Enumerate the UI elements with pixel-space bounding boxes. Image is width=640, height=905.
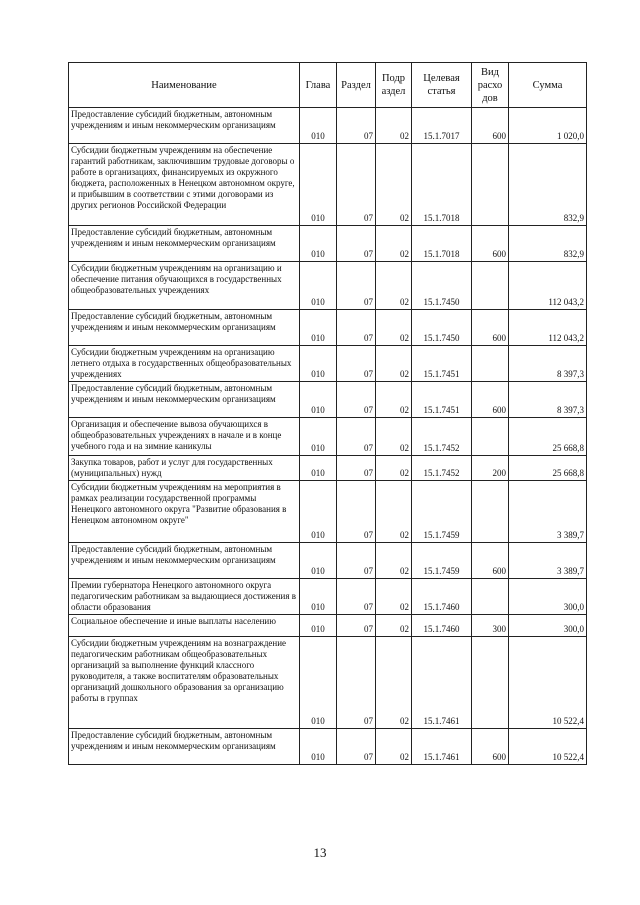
row-name: Субсидии бюджетным учреждениям на организацию и обеспечение питания обучающихся в государственных общеобразовательных учреждениях [69,262,300,310]
row-chapter: 010 [300,310,337,346]
table-row [69,456,587,481]
row-kind [472,262,509,310]
row-section: 07 [337,456,376,481]
row-section: 07 [337,382,376,418]
row-sum: 300,0 [509,579,587,615]
row-target: 15.1.7451 [412,382,472,418]
table-row [69,346,587,382]
row-section: 07 [337,418,376,456]
row-target: 15.1.7461 [412,637,472,729]
row-section: 07 [337,637,376,729]
row-name: Субсидии бюджетным учреждениям на вознаграждение педагогическим работникам общеобразовательных организаций за выполнение функций классного руководителя, а также воспитателям образовательных организаций дошкольного образования за организацию работы в группах [69,637,300,729]
row-sum: 1 020,0 [509,108,587,144]
row-sum: 112 043,2 [509,310,587,346]
table-row [69,262,587,310]
row-section: 07 [337,346,376,382]
row-chapter: 010 [300,262,337,310]
row-target: 15.1.7460 [412,579,472,615]
row-kind: 600 [472,108,509,144]
row-kind: 200 [472,456,509,481]
table-header-row [69,63,587,108]
row-target: 15.1.7450 [412,262,472,310]
row-target: 15.1.7452 [412,456,472,481]
row-sum: 300,0 [509,615,587,637]
row-sum: 112 043,2 [509,262,587,310]
row-subsection: 02 [376,418,412,456]
row-target: 15.1.7018 [412,144,472,226]
row-kind [472,418,509,456]
row-name: Организация и обеспечение вывоза обучающихся в общеобразовательных учреждениях в начале и в конце учебного года и на зимние каникулы [69,418,300,456]
row-name: Субсидии бюджетным учреждениям на мероприятия в рамках реализации государственной программы Ненецкого автономного округа "Развитие образования в Ненецком автономном округе" [69,481,300,543]
row-kind: 600 [472,543,509,579]
row-kind [472,579,509,615]
row-chapter: 010 [300,226,337,262]
row-section: 07 [337,310,376,346]
row-kind [472,346,509,382]
table-row [69,637,587,729]
row-sum: 10 522,4 [509,637,587,729]
row-chapter: 010 [300,456,337,481]
row-target: 15.1.7451 [412,346,472,382]
table-row [69,729,587,765]
row-target: 15.1.7018 [412,226,472,262]
table-row [69,543,587,579]
page-number: 13 [313,845,327,860]
row-subsection: 02 [376,108,412,144]
table-row [69,615,587,637]
header-chapter: Глава [300,63,337,108]
row-subsection: 02 [376,579,412,615]
row-kind: 600 [472,729,509,765]
row-sum: 832,9 [509,226,587,262]
row-subsection: 02 [376,144,412,226]
budget-table [68,62,587,765]
row-subsection: 02 [376,346,412,382]
row-subsection: 02 [376,481,412,543]
row-chapter: 010 [300,481,337,543]
table-row [69,382,587,418]
row-sum: 3 389,7 [509,481,587,543]
row-name: Предоставление субсидий бюджетным, автономным учреждениям и иным некоммерческим организациям [69,543,300,579]
row-chapter: 010 [300,382,337,418]
row-subsection: 02 [376,615,412,637]
table-row [69,108,587,144]
row-section: 07 [337,579,376,615]
row-chapter: 010 [300,346,337,382]
row-kind: 600 [472,382,509,418]
row-name: Предоставление субсидий бюджетным, автономным учреждениям и иным некоммерческим организациям [69,310,300,346]
table-row [69,418,587,456]
row-sum: 25 668,8 [509,456,587,481]
row-kind [472,481,509,543]
row-section: 07 [337,481,376,543]
row-subsection: 02 [376,543,412,579]
header-target: Целевая статья [412,63,472,108]
row-sum: 25 668,8 [509,418,587,456]
row-sum: 8 397,3 [509,346,587,382]
row-chapter: 010 [300,579,337,615]
row-subsection: 02 [376,262,412,310]
row-target: 15.1.7459 [412,543,472,579]
table-row [69,481,587,543]
table-row [69,144,587,226]
row-name: Предоставление субсидий бюджетным, автономным учреждениям и иным некоммерческим организациям [69,108,300,144]
row-target: 15.1.7450 [412,310,472,346]
row-kind: 600 [472,226,509,262]
row-chapter: 010 [300,144,337,226]
row-target: 15.1.7460 [412,615,472,637]
row-name: Предоставление субсидий бюджетным, автономным учреждениям и иным некоммерческим организациям [69,382,300,418]
row-name: Субсидии бюджетным учреждениям на обеспечение гарантий работникам, заключившим трудовые договоры о работе в организациях, финансируемых из окружного бюджета, расположенных в Ненецком автономном округе, и прибывшим в соответствии с этими договорами из других регионов Российской Федерации [69,144,300,226]
row-section: 07 [337,729,376,765]
table-row [69,310,587,346]
row-section: 07 [337,615,376,637]
row-name: Предоставление субсидий бюджетным, автономным учреждениям и иным некоммерческим организациям [69,226,300,262]
row-target: 15.1.7452 [412,418,472,456]
row-name: Субсидии бюджетным учреждениям на организацию летнего отдыха в государственных общеобразовательных учреждениях [69,346,300,382]
row-chapter: 010 [300,729,337,765]
row-kind: 300 [472,615,509,637]
row-target: 15.1.7459 [412,481,472,543]
row-subsection: 02 [376,729,412,765]
header-subsection: Подр аздел [376,63,412,108]
row-chapter: 010 [300,637,337,729]
header-name: Наименование [69,63,300,108]
row-section: 07 [337,226,376,262]
table-row [69,579,587,615]
row-subsection: 02 [376,456,412,481]
row-chapter: 010 [300,615,337,637]
row-subsection: 02 [376,382,412,418]
row-subsection: 02 [376,226,412,262]
row-sum: 3 389,7 [509,543,587,579]
row-sum: 832,9 [509,144,587,226]
row-subsection: 02 [376,310,412,346]
header-sum: Сумма [509,63,587,108]
table-row [69,226,587,262]
row-section: 07 [337,543,376,579]
row-sum: 8 397,3 [509,382,587,418]
row-subsection: 02 [376,637,412,729]
row-sum: 10 522,4 [509,729,587,765]
row-chapter: 010 [300,543,337,579]
row-name: Предоставление субсидий бюджетным, автономным учреждениям и иным некоммерческим организациям [69,729,300,765]
row-name: Социальное обеспечение и иные выплаты населению [69,615,300,637]
row-kind: 600 [472,310,509,346]
row-name: Закупка товаров, работ и услуг для государственных (муниципальных) нужд [69,456,300,481]
row-kind [472,637,509,729]
row-name: Премии губернатора Ненецкого автономного округа педагогическим работникам за выдающиеся достижения в области образования [69,579,300,615]
table-body [69,108,587,765]
row-chapter: 010 [300,108,337,144]
row-target: 15.1.7017 [412,108,472,144]
row-section: 07 [337,262,376,310]
row-section: 07 [337,144,376,226]
row-chapter: 010 [300,418,337,456]
row-kind [472,144,509,226]
row-section: 07 [337,108,376,144]
row-target: 15.1.7461 [412,729,472,765]
header-kind: Вид расхо дов [472,63,509,108]
header-section: Раздел [337,63,376,108]
